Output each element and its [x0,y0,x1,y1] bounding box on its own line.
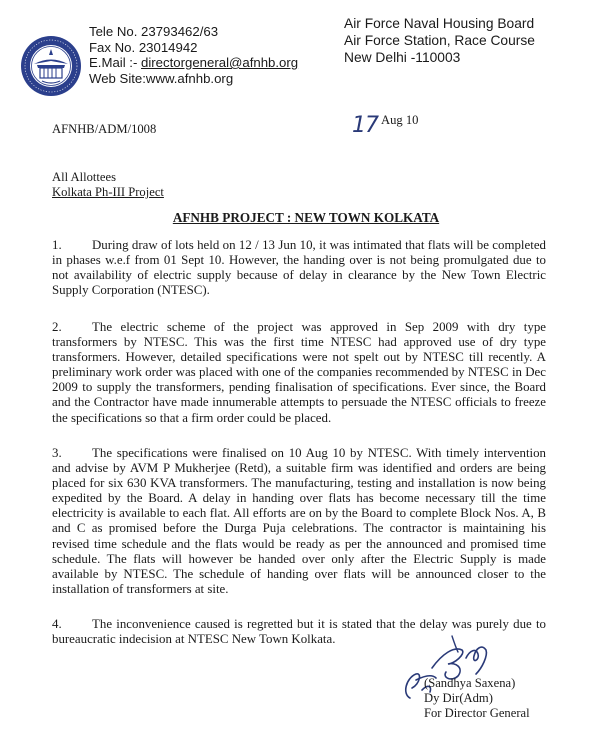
telephone-number: Tele No. 23793462/63 [89,24,219,39]
paragraph-1 [52,238,546,298]
addressee-line-1: All Allottees [52,170,117,184]
addressee-project: Kolkata Ph-III Project [52,185,164,199]
email-label: E.Mail :- [89,55,138,70]
subject-heading [0,210,600,226]
address-line-1: Air Force Naval Housing Board [344,16,535,31]
subject-text: AFNHB PROJECT : NEW TOWN KOLKATA [172,210,440,225]
website: Web Site:www.afnhb.org [89,70,234,86]
paragraph-number: 3. [52,446,62,460]
email-link[interactable]: directorgeneral@afnhb.org [141,55,299,70]
paragraph-number: 1. [52,238,62,252]
signatory-designation: Dy Dir(Adm) [424,691,493,705]
paragraph-3 [52,446,546,597]
email-line [89,55,298,71]
signatory-for: For Director General [424,706,530,720]
paragraph-text: The specifications were finalised on 10 Aug 10 by NTESC. With timely intervention and advise by AVM P Mukherjee (Retd), a suitable firm was identified and orders are being placed for six 630 KVA transformers. The manufacturing, testing and installation is now being expedited by the Board. A delay in handing over flats has become necessary till the time electricity is available to each flat. All efforts are on by the Board to complete Block Nos. A, B and C as promised before the Durga Puja celebrations. The contractor is maintaining his revised time schedule and the flats would be ready as per the announced and promised time schedule. The flats will however be handed over only after the Electric Supply is made available by NTESC. The schedule of handing over flats will be announced closer to the installation of transformers at site. [52,446,546,596]
paragraph-text: During draw of lots held on 12 / 13 Jun 10, it was intimated that flats will be completed in phases w.e.f from 01 Sept 10. However, the handing over is not being promulgated due to not availability of electric supply because of delay in clearance by the New Town Electric Supply Corporation (NTESC). [52,238,546,298]
paragraph-text: The inconvenience caused is regretted but it is stated that the delay was purely due to bureaucratic indecision at NTESC New Town Kolkata. [52,617,546,647]
contact-block [89,24,298,86]
signatory-name: (Sandhya Saxena) [424,676,516,690]
paragraph-number: 4. [52,617,62,631]
date-month-year: Aug 10 [381,113,419,127]
paragraph-text: The electric scheme of the project was approved in Sep 2009 with dry type transformers by NTESC. This was the first time NTESC had approved use of dry type transformers. However, detailed specifications were not spelt out by NTESC till recently. A preliminary work order was placed with one of the companies recommended by NTESC in Dec 2009 to supply the transformers, pending finalisation of specifications. Ever since, the Board and the Contractor have made innumerable attempts to persuade the NTESC officials to freeze the specifications so that a firm order could be placed. [52,320,546,425]
address-line-2: Air Force Station, Race Course [344,33,535,48]
office-address [344,15,535,66]
fax-number: Fax No. 23014942 [89,39,198,55]
reference-number: AFNHB/ADM/1008 [52,122,157,136]
paragraph-number: 2. [52,320,62,334]
afnhb-seal-logo [20,35,82,97]
date-day-handwritten: 17 [352,113,378,138]
paragraph-2 [52,320,546,426]
address-line-3: New Delhi -110003 [344,50,461,65]
signatory-block [424,676,530,721]
addressee [52,170,164,200]
letter-date [352,113,418,138]
